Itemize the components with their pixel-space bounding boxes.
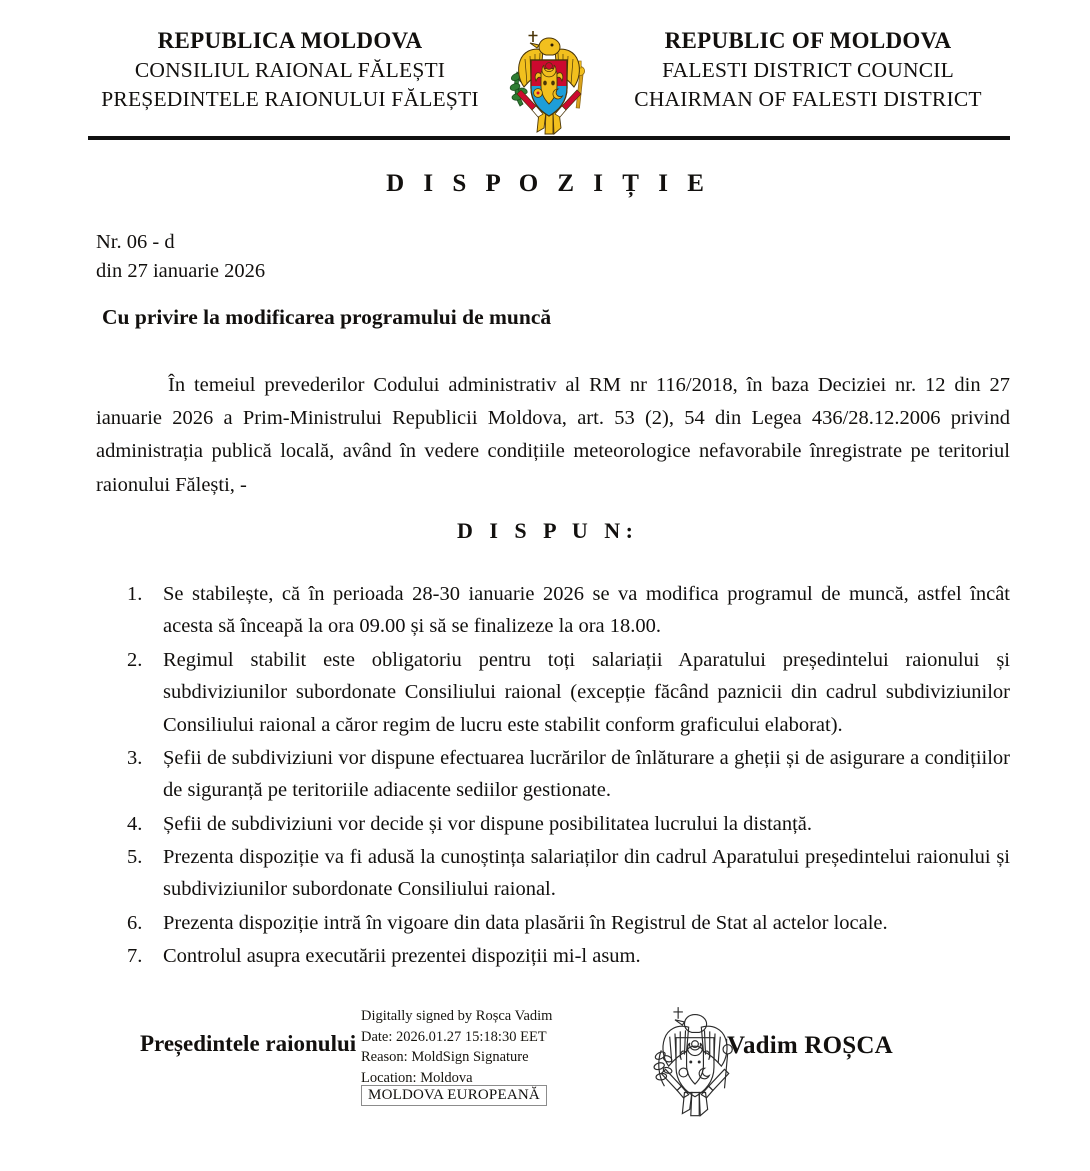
order-item: [96, 742, 1010, 807]
signer-name: Vadim ROȘCA: [727, 1032, 893, 1059]
header-en-council: FALESTI DISTRICT COUNCIL: [662, 58, 954, 83]
moldova-coat-of-arms-icon: [503, 28, 595, 140]
digital-signature-details: [361, 1006, 561, 1088]
order-item-text: Controlul asupra executării prezentei dispoziții mi-l asum.: [163, 945, 641, 968]
order-item-text: Șefii de subdiviziuni vor dispune efectuarea lucrărilor de înlăturare a gheții și de asigurare a condițiilor de siguranță pe teritoriile adiacente sediilor gestionate.: [163, 746, 1010, 802]
order-item-text: Șefii de subdiviziuni vor decide și vor dispune posibilitatea lucrului la distanță.: [163, 812, 813, 835]
order-item-text: Regimul stabilit este obligatoriu pentru toți salariații Aparatului președintelui raionului și subdiviziunilor subordonate Consiliului raional (excepție făcând paznicii din cadrul subdiviziunilor Consiliului raional a căror regim de lucru este stabilit conform graficului elaborat).: [163, 648, 1010, 736]
order-item-number: 1.: [127, 583, 143, 605]
document-reference: [96, 228, 265, 286]
moldova-europeana-badge: MOLDOVA EUROPEANĂ: [361, 1085, 547, 1106]
order-item: [96, 808, 1010, 840]
document-subject: Cu privire la modificarea programului de muncă: [102, 305, 552, 329]
header-inner: [88, 26, 1010, 140]
order-item-number: 7.: [127, 945, 143, 968]
header-ro-chairman: PREȘEDINTELE RAIONULUI FĂLEȘTI: [101, 86, 479, 111]
dispun-heading: D I S P U N:: [456, 518, 639, 543]
page-title: D I S P O Z I Ț I E: [386, 170, 711, 197]
order-item: [96, 578, 1010, 643]
emblem-wrap: [501, 26, 597, 140]
signature-seal: [643, 1004, 747, 1122]
signature-reason: Reason: MoldSign Signature: [361, 1049, 529, 1066]
order-item: [96, 940, 1010, 972]
header-ro-country: REPUBLICA MOLDOVA: [157, 28, 423, 53]
document-number: Nr. 06 - d: [96, 231, 175, 253]
header-romanian-block: [88, 26, 492, 113]
order-item-number: 2.: [127, 648, 143, 671]
order-item-text: Se stabilește, că în perioada 28-30 ianuarie 2026 se va modifica programul de muncă, astfel încât acesta să înceapă la ora 09.00 și să se finalizeze la ora 18.00.: [163, 583, 1010, 638]
order-item: [96, 841, 1010, 906]
signature-location: Location: Moldova: [361, 1069, 473, 1086]
order-item-number: 3.: [127, 746, 143, 769]
order-item-text: Prezenta dispoziție va fi adusă la cunoștința salariaților din cadrul Aparatului președintelui raionului și subdiviziunilor subordonate Consiliului raional.: [163, 846, 1010, 901]
header-ro-council: CONSILIUL RAIONAL FĂLEȘTI: [134, 58, 446, 83]
orders-list: [96, 578, 1010, 974]
order-item: [96, 907, 1010, 939]
document-preamble: În temeiul prevederilor Codului administrativ al RM nr 116/2018, în baza Deciziei nr. 12 din 27 ianuarie 2026 a Prim-Ministrului Republicii Moldova, art. 53 (2), 54 din Legea 436/28.12.2006 privind administrația publică locală, având în vedere condițiile meteorologice nefavorabile înregistrate pe teritoriul raionului Fălești, -: [96, 374, 1010, 496]
header-divider: [88, 136, 1010, 140]
header-english-block: [606, 26, 1010, 113]
moldova-coat-of-arms-seal-icon: [643, 1004, 747, 1122]
order-item-number: 5.: [127, 846, 143, 868]
signature-signed-by: Digitally signed by Roșca Vadim: [361, 1008, 553, 1024]
order-item-text: Prezenta dispoziție intră în vigoare din data plasării în Registrul de Stat al actelor locale.: [163, 911, 888, 934]
order-item-number: 6.: [127, 911, 143, 934]
order-item: [96, 644, 1010, 741]
document-header: [0, 0, 1090, 150]
header-en-country: REPUBLIC OF MOLDOVA: [664, 28, 952, 53]
order-item-number: 4.: [127, 812, 143, 835]
header-en-chairman: CHAIRMAN OF FALESTI DISTRICT: [634, 86, 982, 111]
signature-date: Date: 2026.01.27 15:18:30 EET: [361, 1028, 547, 1045]
signature-position-title: Președintele raionului: [140, 1031, 357, 1056]
document-date: din 27 ianuarie 2026: [96, 260, 266, 283]
